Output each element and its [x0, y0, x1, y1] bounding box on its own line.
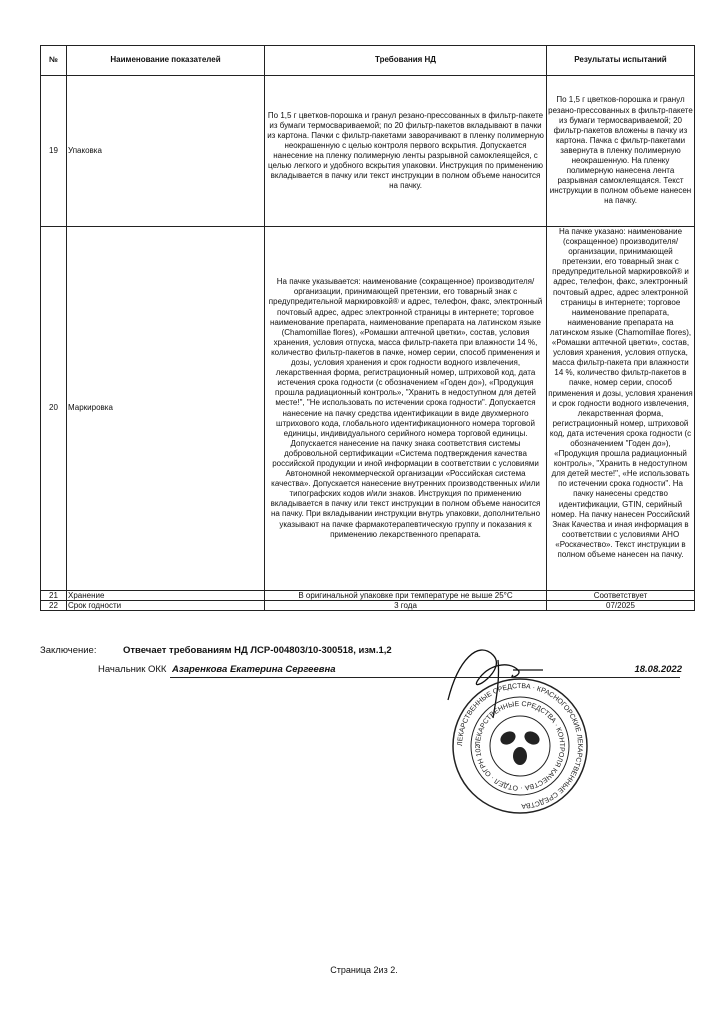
signature-date: 18.08.2022 [634, 664, 682, 675]
header-requirements: Требования НД [265, 46, 547, 76]
row-requirement: На пачке указывается: наименование (сокращенное) производителя/организации, принимающей претензии, его товарный знак с предупредительной маркировкой® и адрес, телефон, факс, электронный почтовый адрес, адрес электронной страницы в интернете; торговое наименование препарата, наименование препарата на латинском языке (Chamomillae flores), «Ромашки аптечной цветки», состав, условия хранения, условия отпуска, масса фильтр-пакета при влажности 14 %, количество фильтр-пакетов в пачке, номер серии, способ применения и дозы, условия хранения и срок годности водного извлечения, лекарственная форма, регистрационный номер, штриховой код, дата истечения срока годности (с обозначением «Годен до»), «Продукция прошла радиационный контроль», "Хранить в недоступном для детей месте!", "Не использовать по истечении срока годности". Допускается нанесение на пачку средства идентификации в виде двухмерного штрихового кода, глобального идентификационного номера торговой единицы, индивидуального серийного номера торговой единицы. Допускается нанесение на пачку знака соответствия системы добровольной сертификации «Система подтверждения качества российской продукции и иной информации в соответствии с условиями Автономной некоммерческой организации «Российская система качества». Допускается нанесение внутренних производственных и/или типографских кодов и/или знаков. Инструкция по применению вкладывается в пачку или текст инструкции в полном объеме наносится на пачку. При вкладывании инструкции внутрь упаковки, дополнительно указывают на пачке фармакотерапевтическую группу и показания к применению лекарственного препарата. [265, 227, 547, 591]
row-indicator: Упаковка [67, 76, 265, 227]
conclusion-text: Отвечает требованиям НД ЛСР-004803/10-300518, изм.1,2 [123, 645, 392, 656]
header-number: № [41, 46, 67, 76]
row-number: 22 [41, 601, 67, 611]
row-result: 07/2025 [547, 601, 695, 611]
table-row [41, 76, 695, 227]
table-header-row [41, 46, 695, 76]
row-result: Соответствует [547, 591, 695, 601]
row-indicator: Маркировка [67, 227, 265, 591]
signature-underline [170, 677, 680, 678]
head-of-qc-label: Начальник ОКК [98, 664, 167, 675]
svg-text:ЛЕКАРСТВЕННЫЕ СРЕДСТВА · КОНТР: ЛЕКАРСТВЕННЫЕ СРЕДСТВА · КОНТРОЛЯ КАЧЕСТВА · ОТДЕЛ · ОГРН 102 [474, 700, 566, 792]
row-requirement: В оригинальной упаковке при температуре не выше 25°С [265, 591, 547, 601]
table-row [41, 591, 695, 601]
official-seal [450, 676, 590, 816]
conclusion-label: Заключение: [40, 645, 97, 656]
table-row [41, 601, 695, 611]
header-indicator: Наименование показателей [67, 46, 265, 76]
page-number: Страница 2из 2. [330, 965, 398, 975]
row-indicator: Срок годности [67, 601, 265, 611]
row-number: 19 [41, 76, 67, 227]
header-results: Результаты испытаний [547, 46, 695, 76]
row-result: На пачке указано: наименование (сокращенное) производителя/организации, принимающей претензии, его товарный знак с предупредительной маркировкой® и адрес, телефон, факс, электронный почтовый адрес, адрес электронной страницы в интернете; торговое наименование препарата, наименование препарата на латинском языке (Chamomillae flores), «Ромашки аптечной цветки», состав, условия хранения, условия отпуска, масса фильтр-пакета при влажности 14 %, количество фильтр-пакетов в пачке, номер серии, способ применения и дозы, условия хранения и срок годности водного извлечения, лекарственная форма, регистрационный номер, штриховой код, дата истечения срока годности (с обозначением "Годен до»), «Продукция прошла радиационный контроль», "Хранить в недоступном для детей месте!", «Не использовать по истечении срока годности". На пачку нанесены средство идентификации, GTIN, серийный номер. На пачку нанесен Российский Знак Качества и иная информация в соответствии с условиями АНО «Роскачество». Текст инструкции в полном объеме нанесен на пачку. [547, 227, 695, 591]
row-indicator: Хранение [67, 591, 265, 601]
table-row [41, 227, 695, 591]
svg-text:ЛЕКАРСТВЕННЫЕ СРЕДСТВА · КРАСН: ЛЕКАРСТВЕННЫЕ СРЕДСТВА · КРАСНОГОРСКИЕ ЛЕКАРСТВЕННЫЕ СРЕДСТВА [456, 682, 584, 810]
row-requirement: По 1,5 г цветков-порошка и гранул резано-прессованных в фильтр-пакете из бумаги термосвариваемой; по 20 фильтр-пакетов вкладывают в пачки из картона. Пачки с фильтр-пакетами заворачивают в пленку полимерную неокрашенную с целью контроля первого вскрытия. Допускается нанесение на пленку полимерную ленты разрывной самоклеящейся, с целью легкого и удобного вскрытия упаковки. Инструкция по применению вкладывается в пачку или текст инструкции в полном объеме наносится на пачку. [265, 76, 547, 227]
row-number: 21 [41, 591, 67, 601]
head-of-qc-name: Азаренкова Екатерина Сергеевна [172, 664, 336, 675]
row-result: По 1,5 г цветков-порошка и гранул резано-прессованных в фильтр-пакете из бумаги термосвариваемой; 20 фильтр-пакетов вложены в пачку из картона. Пачка с фильтр-пакетами завернута в пленку полимерную неокрашенную. На пленку полимерную нанесена лента разрывная самоклеящаяся. Текст инструкции в полном объеме нанесен на пачку. [547, 76, 695, 227]
row-requirement: 3 года [265, 601, 547, 611]
specification-table [40, 45, 695, 611]
row-number: 20 [41, 227, 67, 591]
